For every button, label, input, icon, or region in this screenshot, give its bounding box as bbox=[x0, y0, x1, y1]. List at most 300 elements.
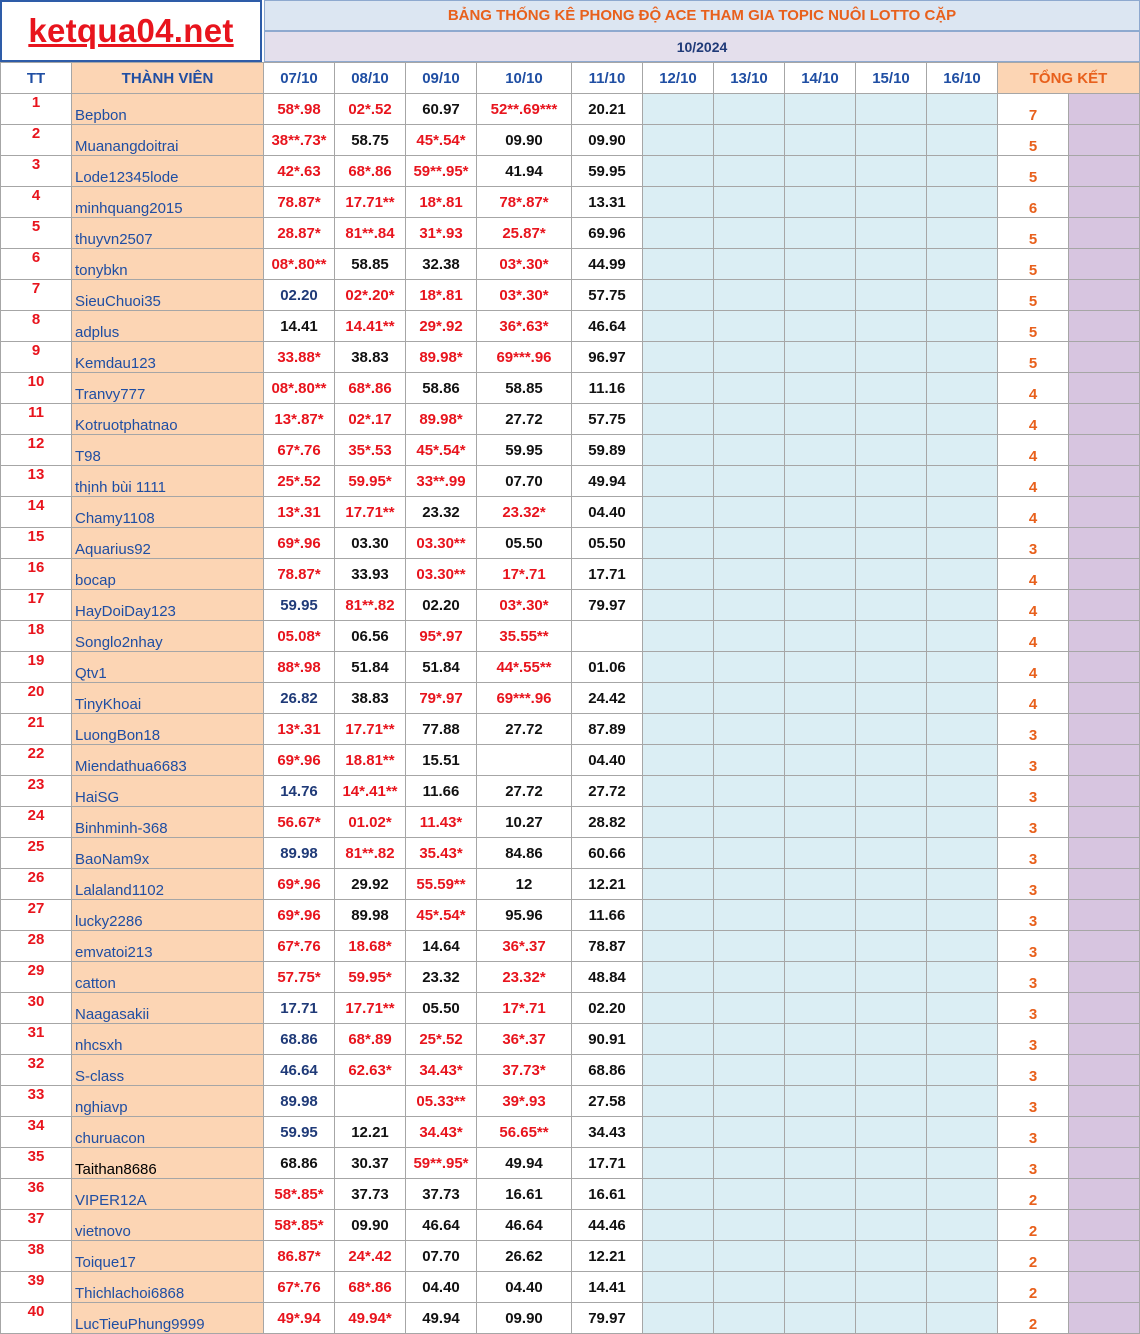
empty-cell bbox=[927, 807, 998, 838]
empty-cell bbox=[643, 683, 714, 714]
pick-cell: 88*.98 bbox=[264, 652, 335, 683]
pick-cell: 26.82 bbox=[264, 683, 335, 714]
empty-cell bbox=[856, 528, 927, 559]
table-row bbox=[1, 1024, 1140, 1055]
member-name[interactable]: emvatoi213 bbox=[72, 931, 264, 962]
total-extra-cell bbox=[1069, 993, 1140, 1024]
row-number: 39 bbox=[1, 1272, 72, 1303]
pick-cell: 69*.96 bbox=[264, 869, 335, 900]
total-score: 3 bbox=[998, 745, 1069, 776]
empty-cell bbox=[643, 1303, 714, 1334]
empty-cell bbox=[714, 466, 785, 497]
pick-cell: 02.20 bbox=[406, 590, 477, 621]
pick-cell: 14.41 bbox=[264, 311, 335, 342]
pick-cell: 36*.63* bbox=[477, 311, 572, 342]
total-extra-cell bbox=[1069, 652, 1140, 683]
pick-cell: 35.55** bbox=[477, 621, 572, 652]
stats-table bbox=[0, 62, 1140, 1334]
empty-cell bbox=[927, 1179, 998, 1210]
pick-cell: 46.64 bbox=[477, 1210, 572, 1241]
empty-cell bbox=[856, 683, 927, 714]
logo-text[interactable]: ketqua04.net bbox=[28, 12, 234, 49]
pick-cell: 36*.37 bbox=[477, 931, 572, 962]
header-date: 15/10 bbox=[856, 63, 927, 94]
empty-cell bbox=[856, 745, 927, 776]
empty-cell bbox=[927, 1024, 998, 1055]
member-name[interactable]: Naagasakii bbox=[72, 993, 264, 1024]
total-score: 3 bbox=[998, 714, 1069, 745]
pick-cell: 37.73 bbox=[335, 1179, 406, 1210]
pick-cell: 62.63* bbox=[335, 1055, 406, 1086]
member-name[interactable]: Thichlachoi6868 bbox=[72, 1272, 264, 1303]
row-number: 16 bbox=[1, 559, 72, 590]
empty-cell bbox=[714, 1303, 785, 1334]
table-row bbox=[1, 187, 1140, 218]
empty-cell bbox=[785, 404, 856, 435]
row-number: 34 bbox=[1, 1117, 72, 1148]
empty-cell bbox=[785, 249, 856, 280]
pick-cell: 59.95 bbox=[264, 590, 335, 621]
member-name[interactable]: SieuChuoi35 bbox=[72, 280, 264, 311]
row-number: 31 bbox=[1, 1024, 72, 1055]
table-row bbox=[1, 838, 1140, 869]
pick-cell: 28.87* bbox=[264, 218, 335, 249]
pick-cell: 79*.97 bbox=[406, 683, 477, 714]
total-extra-cell bbox=[1069, 590, 1140, 621]
pick-cell: 05.50 bbox=[477, 528, 572, 559]
empty-cell bbox=[927, 838, 998, 869]
table-row bbox=[1, 528, 1140, 559]
pick-cell: 69.96 bbox=[572, 218, 643, 249]
pick-cell: 05.50 bbox=[572, 528, 643, 559]
empty-cell bbox=[714, 218, 785, 249]
pick-cell: 67*.76 bbox=[264, 1272, 335, 1303]
total-extra-cell bbox=[1069, 187, 1140, 218]
pick-cell: 51.84 bbox=[406, 652, 477, 683]
empty-cell bbox=[927, 621, 998, 652]
pick-cell: 79.97 bbox=[572, 590, 643, 621]
empty-cell bbox=[927, 869, 998, 900]
pick-cell: 33**.99 bbox=[406, 466, 477, 497]
empty-cell bbox=[714, 776, 785, 807]
total-extra-cell bbox=[1069, 1272, 1140, 1303]
pick-cell: 46.64 bbox=[406, 1210, 477, 1241]
pick-cell: 46.64 bbox=[264, 1055, 335, 1086]
total-extra-cell bbox=[1069, 404, 1140, 435]
pick-cell: 18*.81 bbox=[406, 187, 477, 218]
pick-cell: 59**.95* bbox=[406, 156, 477, 187]
empty-cell bbox=[643, 280, 714, 311]
member-name[interactable]: lucky2286 bbox=[72, 900, 264, 931]
member-name[interactable]: S-class bbox=[72, 1055, 264, 1086]
table-row bbox=[1, 249, 1140, 280]
pick-cell: 49.94 bbox=[406, 1303, 477, 1334]
empty-cell bbox=[643, 373, 714, 404]
pick-cell: 59.95 bbox=[264, 1117, 335, 1148]
total-score: 5 bbox=[998, 125, 1069, 156]
pick-cell: 14.41** bbox=[335, 311, 406, 342]
table-row bbox=[1, 280, 1140, 311]
pick-cell: 07.70 bbox=[477, 466, 572, 497]
empty-cell bbox=[643, 1241, 714, 1272]
empty-cell bbox=[643, 1210, 714, 1241]
header-date: 09/10 bbox=[406, 63, 477, 94]
empty-cell bbox=[856, 931, 927, 962]
empty-cell bbox=[643, 311, 714, 342]
table-row bbox=[1, 1179, 1140, 1210]
empty-cell bbox=[643, 807, 714, 838]
total-extra-cell bbox=[1069, 311, 1140, 342]
pick-cell: 35.43* bbox=[406, 838, 477, 869]
empty-cell bbox=[643, 559, 714, 590]
table-row bbox=[1, 1303, 1140, 1334]
pick-cell: 02*.17 bbox=[335, 404, 406, 435]
pick-cell: 17.71 bbox=[572, 1148, 643, 1179]
pick-cell: 02*.20* bbox=[335, 280, 406, 311]
pick-cell: 45*.54* bbox=[406, 900, 477, 931]
member-name[interactable]: bocap bbox=[72, 559, 264, 590]
table-row bbox=[1, 311, 1140, 342]
empty-cell bbox=[856, 94, 927, 125]
empty-cell bbox=[856, 1241, 927, 1272]
empty-cell bbox=[927, 94, 998, 125]
member-name[interactable]: BaoNam9x bbox=[72, 838, 264, 869]
table-row bbox=[1, 652, 1140, 683]
row-number: 40 bbox=[1, 1303, 72, 1334]
row-number: 7 bbox=[1, 280, 72, 311]
row-number: 2 bbox=[1, 125, 72, 156]
row-number: 29 bbox=[1, 962, 72, 993]
member-name[interactable]: Miendathua6683 bbox=[72, 745, 264, 776]
empty-cell bbox=[714, 280, 785, 311]
pick-cell: 49*.94 bbox=[264, 1303, 335, 1334]
empty-cell bbox=[785, 497, 856, 528]
empty-cell bbox=[856, 559, 927, 590]
row-number: 4 bbox=[1, 187, 72, 218]
pick-cell: 59.95 bbox=[477, 435, 572, 466]
member-name[interactable]: TinyKhoai bbox=[72, 683, 264, 714]
empty-cell bbox=[927, 125, 998, 156]
member-name[interactable]: Kotruotphatnao bbox=[72, 404, 264, 435]
pick-cell: 95.96 bbox=[477, 900, 572, 931]
member-name[interactable]: thuyvn2507 bbox=[72, 218, 264, 249]
pick-cell: 68*.86 bbox=[335, 373, 406, 404]
header-date: 08/10 bbox=[335, 63, 406, 94]
pick-cell: 16.61 bbox=[477, 1179, 572, 1210]
header-member: THÀNH VIÊN bbox=[72, 63, 264, 94]
empty-cell bbox=[856, 869, 927, 900]
row-number: 32 bbox=[1, 1055, 72, 1086]
sheet-month: 10/2024 bbox=[264, 31, 1140, 62]
header-total: TỔNG KẾT bbox=[998, 63, 1140, 94]
pick-cell: 68.86 bbox=[264, 1148, 335, 1179]
empty-cell bbox=[785, 1024, 856, 1055]
table-row bbox=[1, 1210, 1140, 1241]
pick-cell: 27.72 bbox=[572, 776, 643, 807]
empty-cell bbox=[714, 683, 785, 714]
table-row bbox=[1, 435, 1140, 466]
pick-cell: 15.51 bbox=[406, 745, 477, 776]
empty-cell bbox=[856, 807, 927, 838]
empty-cell bbox=[714, 838, 785, 869]
pick-cell: 05.08* bbox=[264, 621, 335, 652]
member-name[interactable]: vietnovo bbox=[72, 1210, 264, 1241]
member-name[interactable]: Qtv1 bbox=[72, 652, 264, 683]
empty-cell bbox=[856, 1117, 927, 1148]
pick-cell: 17*.71 bbox=[477, 559, 572, 590]
empty-cell bbox=[927, 1241, 998, 1272]
pick-cell: 09.90 bbox=[572, 125, 643, 156]
member-name[interactable]: Muanangdoitrai bbox=[72, 125, 264, 156]
empty-cell bbox=[927, 962, 998, 993]
pick-cell: 95*.97 bbox=[406, 621, 477, 652]
member-name[interactable]: LuongBon18 bbox=[72, 714, 264, 745]
member-name[interactable]: thịnh bùi 1111 bbox=[72, 466, 264, 497]
empty-cell bbox=[927, 993, 998, 1024]
pick-cell: 17.71 bbox=[572, 559, 643, 590]
empty-cell bbox=[856, 187, 927, 218]
pick-cell: 68*.86 bbox=[335, 1272, 406, 1303]
empty-cell bbox=[785, 590, 856, 621]
pick-cell: 34.43 bbox=[572, 1117, 643, 1148]
member-name[interactable]: tonybkn bbox=[72, 249, 264, 280]
empty-cell bbox=[856, 466, 927, 497]
total-extra-cell bbox=[1069, 125, 1140, 156]
empty-cell bbox=[643, 249, 714, 280]
empty-cell bbox=[785, 869, 856, 900]
total-score: 4 bbox=[998, 435, 1069, 466]
pick-cell: 58*.85* bbox=[264, 1210, 335, 1241]
member-name[interactable]: HayDoiDay123 bbox=[72, 590, 264, 621]
pick-cell: 14*.41** bbox=[335, 776, 406, 807]
member-name[interactable]: nghiavp bbox=[72, 1086, 264, 1117]
pick-cell bbox=[477, 745, 572, 776]
empty-cell bbox=[714, 1024, 785, 1055]
pick-cell: 89.98 bbox=[264, 838, 335, 869]
pick-cell: 68*.86 bbox=[335, 156, 406, 187]
member-name[interactable]: Tranvy777 bbox=[72, 373, 264, 404]
empty-cell bbox=[714, 94, 785, 125]
member-name[interactable]: Songlo2nhay bbox=[72, 621, 264, 652]
pick-cell: 03*.30* bbox=[477, 249, 572, 280]
empty-cell bbox=[714, 311, 785, 342]
empty-cell bbox=[785, 1179, 856, 1210]
pick-cell: 02.20 bbox=[264, 280, 335, 311]
total-score: 5 bbox=[998, 311, 1069, 342]
empty-cell bbox=[785, 683, 856, 714]
pick-cell bbox=[572, 621, 643, 652]
pick-cell: 44*.55** bbox=[477, 652, 572, 683]
pick-cell: 48.84 bbox=[572, 962, 643, 993]
empty-cell bbox=[643, 590, 714, 621]
header-date: 16/10 bbox=[927, 63, 998, 94]
empty-cell bbox=[927, 280, 998, 311]
pick-cell: 68.86 bbox=[572, 1055, 643, 1086]
member-name[interactable]: Taithan8686 bbox=[72, 1148, 264, 1179]
table-row bbox=[1, 621, 1140, 652]
row-number: 15 bbox=[1, 528, 72, 559]
total-extra-cell bbox=[1069, 869, 1140, 900]
pick-cell: 67*.76 bbox=[264, 435, 335, 466]
empty-cell bbox=[643, 187, 714, 218]
empty-cell bbox=[714, 1148, 785, 1179]
total-score: 5 bbox=[998, 342, 1069, 373]
member-name[interactable]: Lode12345lode bbox=[72, 156, 264, 187]
total-extra-cell bbox=[1069, 249, 1140, 280]
pick-cell: 81**.82 bbox=[335, 590, 406, 621]
pick-cell: 68.86 bbox=[264, 1024, 335, 1055]
pick-cell: 86.87* bbox=[264, 1241, 335, 1272]
empty-cell bbox=[927, 900, 998, 931]
member-name[interactable]: Chamy1108 bbox=[72, 497, 264, 528]
table-row bbox=[1, 931, 1140, 962]
member-name[interactable]: Binhminh-368 bbox=[72, 807, 264, 838]
pick-cell: 52**.69*** bbox=[477, 94, 572, 125]
pick-cell: 69*.96 bbox=[264, 745, 335, 776]
empty-cell bbox=[927, 1055, 998, 1086]
pick-cell: 89.98 bbox=[264, 1086, 335, 1117]
empty-cell bbox=[927, 714, 998, 745]
table-row bbox=[1, 776, 1140, 807]
empty-cell bbox=[927, 435, 998, 466]
pick-cell: 58*.85* bbox=[264, 1179, 335, 1210]
total-extra-cell bbox=[1069, 807, 1140, 838]
member-name[interactable]: Lalaland1102 bbox=[72, 869, 264, 900]
site-logo[interactable] bbox=[0, 0, 262, 62]
total-score: 3 bbox=[998, 838, 1069, 869]
member-name[interactable]: adplus bbox=[72, 311, 264, 342]
header-row bbox=[1, 63, 1140, 94]
total-score: 7 bbox=[998, 94, 1069, 125]
total-score: 2 bbox=[998, 1210, 1069, 1241]
empty-cell bbox=[714, 1055, 785, 1086]
pick-cell: 69*.96 bbox=[264, 900, 335, 931]
pick-cell: 69***.96 bbox=[477, 342, 572, 373]
empty-cell bbox=[856, 1086, 927, 1117]
row-number: 24 bbox=[1, 807, 72, 838]
pick-cell: 18.81** bbox=[335, 745, 406, 776]
member-name[interactable]: Aquarius92 bbox=[72, 528, 264, 559]
total-score: 5 bbox=[998, 280, 1069, 311]
row-number: 23 bbox=[1, 776, 72, 807]
empty-cell bbox=[643, 714, 714, 745]
pick-cell: 16.61 bbox=[572, 1179, 643, 1210]
pick-cell: 37.73 bbox=[406, 1179, 477, 1210]
total-score: 3 bbox=[998, 931, 1069, 962]
empty-cell bbox=[714, 1272, 785, 1303]
pick-cell: 12.21 bbox=[335, 1117, 406, 1148]
pick-cell: 08*.80** bbox=[264, 373, 335, 404]
pick-cell: 09.90 bbox=[477, 125, 572, 156]
table-row bbox=[1, 94, 1140, 125]
total-score: 5 bbox=[998, 156, 1069, 187]
empty-cell bbox=[643, 838, 714, 869]
row-number: 28 bbox=[1, 931, 72, 962]
empty-cell bbox=[785, 218, 856, 249]
empty-cell bbox=[714, 869, 785, 900]
pick-cell: 45*.54* bbox=[406, 125, 477, 156]
empty-cell bbox=[714, 187, 785, 218]
total-extra-cell bbox=[1069, 1086, 1140, 1117]
member-name[interactable]: Bepbon bbox=[72, 94, 264, 125]
pick-cell: 81**.84 bbox=[335, 218, 406, 249]
pick-cell: 11.66 bbox=[572, 900, 643, 931]
member-name[interactable]: churuacon bbox=[72, 1117, 264, 1148]
total-score: 4 bbox=[998, 590, 1069, 621]
table-row bbox=[1, 1148, 1140, 1179]
member-name[interactable]: catton bbox=[72, 962, 264, 993]
empty-cell bbox=[714, 528, 785, 559]
empty-cell bbox=[714, 1086, 785, 1117]
total-extra-cell bbox=[1069, 962, 1140, 993]
member-name[interactable]: T98 bbox=[72, 435, 264, 466]
empty-cell bbox=[927, 187, 998, 218]
pick-cell: 02*.52 bbox=[335, 94, 406, 125]
pick-cell: 59.95 bbox=[572, 156, 643, 187]
pick-cell: 90.91 bbox=[572, 1024, 643, 1055]
pick-cell: 58.75 bbox=[335, 125, 406, 156]
empty-cell bbox=[927, 745, 998, 776]
member-name[interactable]: LucTieuPhung9999 bbox=[72, 1303, 264, 1334]
empty-cell bbox=[785, 1303, 856, 1334]
total-score: 2 bbox=[998, 1303, 1069, 1334]
table-row bbox=[1, 342, 1140, 373]
empty-cell bbox=[714, 1117, 785, 1148]
header-date: 14/10 bbox=[785, 63, 856, 94]
pick-cell: 04.40 bbox=[572, 745, 643, 776]
empty-cell bbox=[714, 1210, 785, 1241]
pick-cell: 78.87* bbox=[264, 187, 335, 218]
pick-cell: 35*.53 bbox=[335, 435, 406, 466]
total-extra-cell bbox=[1069, 1055, 1140, 1086]
row-number: 1 bbox=[1, 94, 72, 125]
empty-cell bbox=[927, 404, 998, 435]
row-number: 27 bbox=[1, 900, 72, 931]
total-score: 5 bbox=[998, 249, 1069, 280]
pick-cell: 13*.31 bbox=[264, 714, 335, 745]
member-name[interactable]: minhquang2015 bbox=[72, 187, 264, 218]
pick-cell: 34.43* bbox=[406, 1055, 477, 1086]
table-body bbox=[1, 94, 1140, 1334]
pick-cell: 78.87* bbox=[264, 559, 335, 590]
pick-cell: 59.95* bbox=[335, 962, 406, 993]
pick-cell: 56.65** bbox=[477, 1117, 572, 1148]
member-name[interactable]: Toique17 bbox=[72, 1241, 264, 1272]
empty-cell bbox=[927, 311, 998, 342]
pick-cell: 27.72 bbox=[477, 776, 572, 807]
empty-cell bbox=[927, 559, 998, 590]
pick-cell: 27.58 bbox=[572, 1086, 643, 1117]
member-name[interactable]: Kemdau123 bbox=[72, 342, 264, 373]
total-extra-cell bbox=[1069, 497, 1140, 528]
pick-cell: 08*.80** bbox=[264, 249, 335, 280]
empty-cell bbox=[785, 559, 856, 590]
total-score: 4 bbox=[998, 652, 1069, 683]
pick-cell: 44.99 bbox=[572, 249, 643, 280]
empty-cell bbox=[785, 621, 856, 652]
empty-cell bbox=[856, 1210, 927, 1241]
empty-cell bbox=[714, 404, 785, 435]
empty-cell bbox=[643, 435, 714, 466]
total-score: 4 bbox=[998, 373, 1069, 404]
row-number: 35 bbox=[1, 1148, 72, 1179]
member-name[interactable]: VIPER12A bbox=[72, 1179, 264, 1210]
total-score: 4 bbox=[998, 404, 1069, 435]
pick-cell: 42*.63 bbox=[264, 156, 335, 187]
member-name[interactable]: HaiSG bbox=[72, 776, 264, 807]
empty-cell bbox=[714, 962, 785, 993]
member-name[interactable]: nhcsxh bbox=[72, 1024, 264, 1055]
